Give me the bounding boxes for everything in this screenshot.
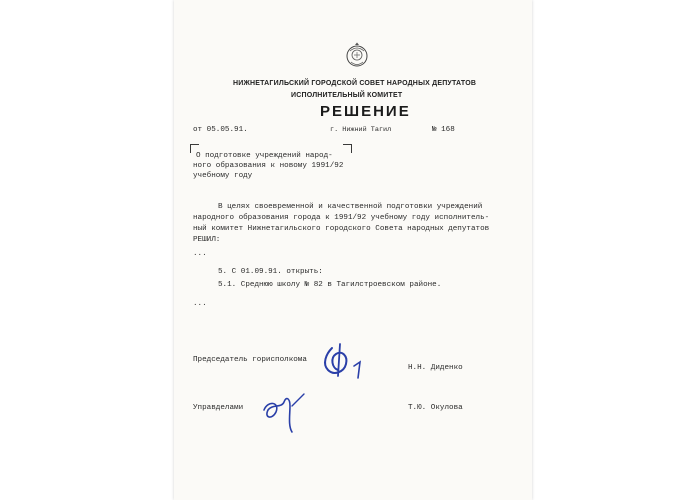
header-committee: ИСПОЛНИТЕЛЬНЫЙ КОМИТЕТ: [291, 92, 403, 99]
manager-title: Управделами: [193, 404, 244, 412]
body-line-3: ный комитет Нижнетагильского городского Совета народных депутатов: [193, 225, 490, 233]
subject-line-1: О подготовке учреждений народ-: [196, 152, 333, 160]
header-council: НИЖНЕТАГИЛЬСКИЙ ГОРОДСКОЙ СОВЕТ НАРОДНЫХ ДЕПУТАТОВ: [233, 80, 477, 87]
document-title: РЕШЕНИЕ: [320, 103, 411, 120]
chair-title: Председатель горисполкома: [193, 356, 307, 364]
chair-name: Н.Н. Диденко: [408, 364, 463, 372]
body-line-4: РЕШИЛ:: [193, 236, 221, 244]
body-line-1: В целях своевременной и качественной подготовки учреждений: [218, 203, 483, 211]
body-line-2: народного образования города к 1991/92 учебному году исполнитель-: [193, 214, 490, 222]
document-number: № 168: [432, 126, 455, 134]
manager-signature: [258, 388, 314, 440]
item-5: 5. С 01.09.91. открыть:: [218, 268, 323, 276]
chair-signature: [318, 340, 374, 384]
subject-line-3: учебному году: [193, 172, 253, 180]
paper-sheet: [174, 0, 532, 500]
manager-name: Т.Ю. Окулова: [408, 404, 463, 412]
subject-bracket-right: [343, 144, 352, 153]
item-5-1: 5.1. Среднюю школу № 82 в Тагилстроевском районе.: [218, 281, 442, 289]
subject-line-2: ного образования к новому 1991/92: [193, 162, 344, 170]
state-emblem-icon: [345, 42, 369, 68]
ellipsis-2: ...: [193, 300, 207, 308]
document-place: г. Нижний Тагил: [330, 126, 392, 134]
document-date: от 05.05.91.: [193, 126, 248, 134]
ellipsis-1: ...: [193, 250, 207, 258]
